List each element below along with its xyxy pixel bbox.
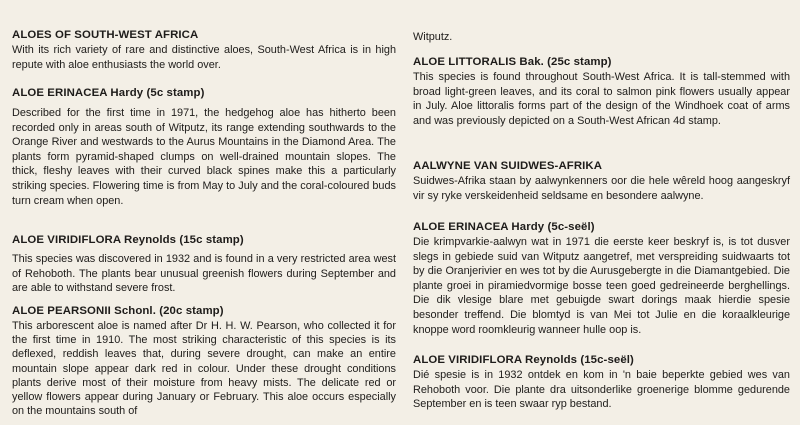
afr-intro-text: Suidwes-Afrika staan by aalwynkenners oor die hele wêreld hoog aangeskryf vir sy ryke verskeidenheid seldsame en besondere aalwyne. <box>413 175 790 202</box>
erinacea-text: Described for the first time in 1971, the hedgehog aloe has hitherto been recorded only in areas south of Witputz, its range extending southwards to the Orange River and westwards to the Aurus Mountains in the Diamond Area. The plants form pyramid-shaped clumps on well-drained mountain slopes. The thick, fleshy leaves with their curved black spines make this a particularly striking species. Flowering time is from May to July and the coral-coloured buds turn cream when open. <box>12 107 396 207</box>
intro-heading: ALOES OF SOUTH-WEST AFRICA <box>12 29 199 41</box>
continuation-block <box>413 30 790 45</box>
intro-text: With its rich variety of rare and distinctive aloes, South-West Africa is in high repute with aloe enthusiasts the world over. <box>12 44 396 71</box>
afr-erinacea-heading: ALOE ERINACEA Hardy (5c-seël) <box>413 221 595 233</box>
section-aloe-pearsonii <box>12 304 396 418</box>
section-aloe-viridiflora <box>12 233 396 296</box>
section-intro <box>12 28 396 72</box>
afr-viridiflora-text: Dié spesie is in 1932 ontdek en kom in 'n baie beperkte gebied wes van Rehoboth voor. Die plante dra uitsonderlike groenerige blomme gedurende September en is teen swaar ryp bestand. <box>413 369 790 411</box>
section-aalwyne-intro <box>413 159 790 203</box>
littoralis-heading: ALOE LITTORALIS Bak. (25c stamp) <box>413 56 612 68</box>
pearsonii-heading: ALOE PEARSONII Schonl. (20c stamp) <box>12 305 224 317</box>
section-afr-erinacea <box>413 220 790 337</box>
section-afr-viridiflora <box>413 353 790 412</box>
viridiflora-heading: ALOE VIRIDIFLORA Reynolds (15c stamp) <box>12 234 244 246</box>
continuation-text: Witputz. <box>413 31 453 43</box>
pearsonii-text: This arborescent aloe is named after Dr H. H. W. Pearson, who collected it for the first time in 1910. The most striking characteristic of this species is its deflexed, reddish leaves that, during severe drought, can make an entire mountain slope appear dark red in colour. Under these drought conditions plants derive most of their moisture from heavy mists. The delicate red or yellow flowers appear during January or February. This aloe occurs especially on the mountains south of <box>12 320 396 418</box>
viridiflora-text: This species was discovered in 1932 and is found in a very restricted area west of Rehoboth. The plants bear unusual greenish flowers during September and are able to withstand severe frost. <box>12 253 396 295</box>
afr-intro-heading: AALWYNE VAN SUIDWES-AFRIKA <box>413 160 603 172</box>
littoralis-text: This species is found throughout South-West Africa. It is tall-stemmed with broad light-green leaves, and its coral to salmon pink flowers usually appear in July. Aloe littoralis forms part of the design of the Windhoek coat of arms and was previously depicted on a South-West African 4d stamp. <box>413 71 790 127</box>
afr-erinacea-text: Die krimpvarkie-aalwyn wat in 1971 die eerste keer beskryf is, is tot dusver slegs in gebiede suid van Witputz aangetref, met verspreiding suidwaarts tot by die Oranjerivier en wes tot by die Aurusgebergte in die Diamantgebied. Die plante groei in piramiedvormige bosse teen goed gedreineerde berghellings. Die dik vlesige blare met gebuigde swart dorings maak hierdie spesie besonder treffend. Die blomtyd is van Mei tot Julie en die koraalkleurige knoppe word roomkleurig wanneer hulle oop is. <box>413 236 790 336</box>
erinacea-heading: ALOE ERINACEA Hardy (5c stamp) <box>12 87 205 99</box>
afr-viridiflora-heading: ALOE VIRIDIFLORA Reynolds (15c-seël) <box>413 354 634 366</box>
section-aloe-erinacea <box>12 86 396 208</box>
section-aloe-littoralis <box>413 55 790 128</box>
